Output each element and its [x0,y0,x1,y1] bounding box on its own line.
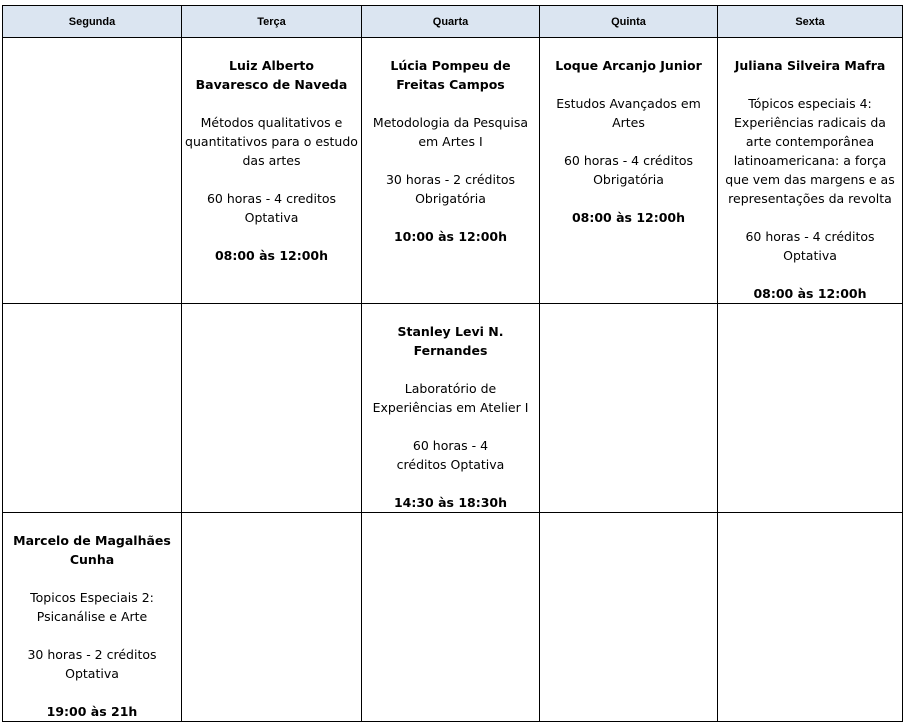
cell-quarta-2 [362,304,540,513]
cell-segunda-2 [3,304,182,513]
cell-terca-1 [182,38,362,304]
cell-terca-3 [182,513,362,722]
header-row [3,6,903,38]
cell-quinta-3 [540,513,718,722]
course-type: Optativa [65,666,119,681]
cell-quinta-2 [540,304,718,513]
course-time: 14:30 às 18:30h [393,495,508,510]
header-quinta: Quinta [540,6,718,38]
course-title: Estudos Avançados em Artes [556,96,701,130]
course-title: Métodos qualitativos e quantitativos para o estudo das artes [185,115,358,168]
course-type: Optativa [783,248,837,263]
course-title: Laboratório de Experiências em Atelier I [372,381,529,415]
course-entry [365,304,536,512]
course-entry [185,38,358,265]
schedule-row-3 [3,513,903,722]
course-title: Topicos Especiais 2: Psicanálise e Arte [30,590,154,624]
cell-terca-2 [182,304,362,513]
course-title: Tópicos especiais 4: Experiências radicais da arte contemporânea latinoamericana: a força que vem das margens e as representações da revolta [725,96,895,206]
course-type: Obrigatória [593,172,664,187]
course-entry [6,513,178,721]
cell-sexta-2 [718,304,903,513]
course-time: 08:00 às 12:00h [571,210,686,225]
course-hours: 60 horas - 4 créditos [745,229,875,244]
course-time: 10:00 às 12:00h [393,229,508,244]
cell-quarta-3 [362,513,540,722]
course-entry [543,38,714,227]
cell-sexta-1 [718,38,903,304]
professor-name: Stanley Levi N. Fernandes [397,324,504,358]
course-hours: 60 horas - 4 creditos [206,191,337,206]
header-sexta: Sexta [718,6,903,38]
header-segunda: Segunda [3,6,182,38]
course-time: 08:00 às 12:00h [214,248,329,263]
cell-segunda-1 [3,38,182,304]
course-title: Metodologia da Pesquisa em Artes I [372,115,529,149]
course-entry [365,38,536,246]
course-time: 08:00 às 12:00h [753,286,867,301]
schedule-table [2,5,903,722]
schedule-row-1 [3,38,903,304]
schedule-row-2 [3,304,903,513]
professor-name: Loque Arcanjo Junior [555,58,702,73]
cell-segunda-3 [3,513,182,722]
course-type: Obrigatória [415,191,486,206]
course-time: 19:00 às 21h [46,704,138,719]
professor-name: Juliana Silveira Mafra [734,58,886,73]
course-hours: 60 horas - 4 créditos Optativa [396,438,505,472]
header-terca: Terça [182,6,362,38]
cell-quarta-1 [362,38,540,304]
professor-name: Luiz Alberto Bavaresco de Naveda [195,58,348,92]
cell-sexta-3 [718,513,903,722]
course-hours: 30 horas - 2 créditos [27,647,157,662]
course-hours: 30 horas - 2 créditos [385,172,516,187]
course-type: Optativa [244,210,299,225]
professor-name: Marcelo de Magalhães Cunha [13,533,171,567]
course-entry [721,38,899,303]
cell-quinta-1 [540,38,718,304]
header-quarta: Quarta [362,6,540,38]
professor-name: Lúcia Pompeu de Freitas Campos [390,58,511,92]
course-hours: 60 horas - 4 créditos [563,153,694,168]
